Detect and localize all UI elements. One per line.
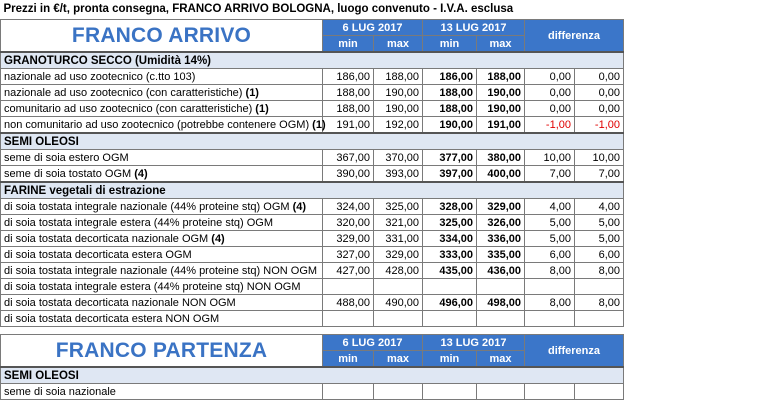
- min-curr-cell: 188,00: [423, 101, 477, 117]
- diff-max-cell: 10,00: [575, 150, 624, 166]
- max-prev-cell: 188,00: [374, 69, 423, 85]
- title-row: [1, 0, 769, 20]
- min-curr-cell: [423, 311, 477, 327]
- row-note: (1): [255, 102, 269, 115]
- franco-partenza-banner: FRANCO PARTENZA: [1, 335, 323, 368]
- max-curr-cell: 190,00: [477, 85, 525, 101]
- table-row: [1, 85, 769, 101]
- row-label-text: di soia tostata decorticata estera NON OGM: [4, 312, 220, 325]
- row-label: [1, 279, 323, 295]
- arrivo-max-1: max: [374, 36, 423, 53]
- row-label: [1, 247, 323, 263]
- table-row: [1, 199, 769, 215]
- row-label: [1, 311, 323, 327]
- row-label-text: di soia tostata decorticata nazionale NON OGM: [4, 296, 236, 309]
- min-prev-cell: 191,00: [323, 117, 374, 134]
- max-curr-cell: 436,00: [477, 263, 525, 279]
- table-row: [1, 231, 769, 247]
- min-curr-cell: 334,00: [423, 231, 477, 247]
- max-curr-cell: 190,00: [477, 101, 525, 117]
- row-note: (4): [292, 200, 307, 213]
- arrivo-diff-header: differenza: [525, 20, 624, 53]
- min-prev-cell: 327,00: [323, 247, 374, 263]
- min-prev-cell: [323, 279, 374, 295]
- min-prev-cell: 188,00: [323, 101, 374, 117]
- franco-arrivo-banner: FRANCO ARRIVO: [1, 20, 323, 53]
- diff-min-cell: 4,00: [525, 199, 575, 215]
- diff-max-cell: 0,00: [575, 85, 624, 101]
- diff-max-cell: 5,00: [575, 215, 624, 231]
- row-label: [1, 150, 323, 166]
- section-header-row: [1, 182, 769, 199]
- max-curr-cell: 498,00: [477, 295, 525, 311]
- max-prev-cell: 490,00: [374, 295, 423, 311]
- max-curr-cell: 335,00: [477, 247, 525, 263]
- max-prev-cell: 325,00: [374, 199, 423, 215]
- row-label: [1, 263, 323, 279]
- row-note: (4): [134, 167, 148, 180]
- table-row: [1, 101, 769, 117]
- diff-min-cell: 6,00: [525, 247, 575, 263]
- arrivo-date-2: 13 LUG 2017: [423, 20, 525, 36]
- max-prev-cell: 190,00: [374, 101, 423, 117]
- max-curr-cell: 188,00: [477, 69, 525, 85]
- row-label-text: nazionale ad uso zootecnico (c.tto 103): [4, 70, 196, 83]
- row-label: [1, 101, 323, 117]
- arrivo-max-2: max: [477, 36, 525, 53]
- diff-max-cell: 6,00: [575, 247, 624, 263]
- section-header-row: [1, 52, 769, 69]
- row-label: [1, 69, 323, 85]
- table-row: [1, 384, 769, 400]
- row-label-text: di soia tostata integrale nazionale (44% proteine stq) NON OGM: [4, 264, 318, 277]
- row-label-text: seme di soia estero OGM: [4, 151, 129, 164]
- min-curr-cell: 328,00: [423, 199, 477, 215]
- diff-min-cell: 0,00: [525, 69, 575, 85]
- partenza-min-2: min: [423, 351, 477, 368]
- min-prev-cell: 329,00: [323, 231, 374, 247]
- min-curr-cell: 190,00: [423, 117, 477, 134]
- section-header-row: [1, 133, 769, 150]
- min-curr-cell: 397,00: [423, 166, 477, 183]
- partenza-diff-header: differenza: [525, 335, 624, 368]
- max-prev-cell: [374, 311, 423, 327]
- row-label: seme di soia nazionale: [1, 384, 323, 400]
- max-prev-cell: 393,00: [374, 166, 423, 183]
- row-label-text: nazionale ad uso zootecnico (con caratteristiche): [4, 86, 246, 99]
- diff-max-cell: 4,00: [575, 199, 624, 215]
- diff-max-cell: [575, 279, 624, 295]
- section-title: FARINE vegetali di estrazione: [1, 182, 624, 199]
- max-curr-cell: 329,00: [477, 199, 525, 215]
- min-curr-cell: 435,00: [423, 263, 477, 279]
- diff-min-cell: 0,00: [525, 101, 575, 117]
- arrivo-header-row-1: [1, 20, 769, 36]
- max-prev-cell: 329,00: [374, 247, 423, 263]
- max-curr-cell: 336,00: [477, 231, 525, 247]
- row-note: (4): [211, 232, 225, 245]
- partenza-date-2: 13 LUG 2017: [423, 335, 525, 351]
- min-curr-cell: 188,00: [423, 85, 477, 101]
- row-label: [1, 295, 323, 311]
- min-prev-cell: 427,00: [323, 263, 374, 279]
- min-prev-cell: 320,00: [323, 215, 374, 231]
- partenza-min-1: min: [323, 351, 374, 368]
- diff-min-cell: 5,00: [525, 231, 575, 247]
- max-curr-cell: 380,00: [477, 150, 525, 166]
- row-note: (1): [245, 86, 259, 99]
- diff-min-cell: 5,00: [525, 215, 575, 231]
- min-curr-cell: 186,00: [423, 69, 477, 85]
- min-prev-cell: 390,00: [323, 166, 374, 183]
- min-curr-cell: 496,00: [423, 295, 477, 311]
- row-label-text: di soia tostata integrale estera (44% proteine stq) NON OGM: [4, 280, 301, 293]
- row-label: [1, 85, 323, 101]
- min-prev-cell: 186,00: [323, 69, 374, 85]
- diff-max-cell: 8,00: [575, 263, 624, 279]
- min-prev-cell: 324,00: [323, 199, 374, 215]
- row-label-text: comunitario ad uso zootecnico (con caratteristiche): [4, 102, 256, 115]
- max-prev-cell: 370,00: [374, 150, 423, 166]
- max-curr-cell: 400,00: [477, 166, 525, 183]
- max-prev-cell: 321,00: [374, 215, 423, 231]
- min-prev-cell: 188,00: [323, 85, 374, 101]
- diff-min-cell: [525, 311, 575, 327]
- diff-max-cell: 8,00: [575, 295, 624, 311]
- diff-min-cell: 8,00: [525, 295, 575, 311]
- row-label-text: di soia tostata integrale nazionale (44% proteine stq) OGM: [4, 200, 293, 213]
- diff-min-cell: 0,00: [525, 85, 575, 101]
- diff-max-cell: 0,00: [575, 101, 624, 117]
- partenza-max-1: max: [374, 351, 423, 368]
- diff-max-cell: [575, 311, 624, 327]
- max-prev-cell: 192,00: [374, 117, 423, 134]
- max-prev-cell: 190,00: [374, 85, 423, 101]
- diff-max-cell: 7,00: [575, 166, 624, 183]
- min-curr-cell: [423, 279, 477, 295]
- table-row: [1, 247, 769, 263]
- arrivo-min-2: min: [423, 36, 477, 53]
- row-label-text: di soia tostata decorticata nazionale OGM: [4, 232, 212, 245]
- max-curr-cell: [477, 311, 525, 327]
- table-row: [1, 295, 769, 311]
- row-note: (1): [312, 118, 326, 131]
- min-prev-cell: [323, 311, 374, 327]
- partenza-header-row-1: [1, 335, 769, 351]
- table-row: [1, 279, 769, 295]
- max-prev-cell: 331,00: [374, 231, 423, 247]
- row-label: [1, 215, 323, 231]
- row-label-text: non comunitario ad uso zootecnico (potrebbe contenere OGM): [4, 118, 313, 131]
- arrivo-min-1: min: [323, 36, 374, 53]
- section-title: SEMI OLEOSI: [1, 133, 624, 150]
- page-title: Prezzi in €/t, pronta consegna, FRANCO ARRIVO BOLOGNA, luogo convenuto - I.V.A. esclusa: [3, 3, 514, 15]
- partenza-section-row: [1, 367, 769, 384]
- row-label-text: seme di soia tostato OGM: [4, 167, 135, 180]
- max-prev-cell: 428,00: [374, 263, 423, 279]
- table-row: [1, 69, 769, 85]
- partenza-section-title: SEMI OLEOSI: [1, 367, 624, 384]
- diff-min-cell: -1,00: [525, 117, 575, 134]
- max-curr-cell: 191,00: [477, 117, 525, 134]
- table-row: [1, 117, 769, 134]
- row-label-text: di soia tostata decorticata estera OGM: [4, 248, 192, 261]
- table-row: [1, 311, 769, 327]
- table-row: [1, 150, 769, 166]
- diff-min-cell: [525, 279, 575, 295]
- partenza-max-2: max: [477, 351, 525, 368]
- partenza-date-1: 6 LUG 2017: [323, 335, 423, 351]
- row-label: [1, 117, 326, 134]
- max-curr-cell: [477, 279, 525, 295]
- diff-max-cell: 0,00: [575, 69, 624, 85]
- row-label: [1, 231, 323, 247]
- diff-max-cell: 5,00: [575, 231, 624, 247]
- diff-min-cell: 10,00: [525, 150, 575, 166]
- min-prev-cell: 367,00: [323, 150, 374, 166]
- max-curr-cell: 326,00: [477, 215, 525, 231]
- diff-max-cell: -1,00: [575, 117, 624, 134]
- diff-min-cell: 8,00: [525, 263, 575, 279]
- diff-min-cell: 7,00: [525, 166, 575, 183]
- arrivo-date-1: 6 LUG 2017: [323, 20, 423, 36]
- min-curr-cell: 333,00: [423, 247, 477, 263]
- row-label: [1, 199, 323, 215]
- table-row: [1, 263, 769, 279]
- section-title: GRANOTURCO SECCO (Umidità 14%): [1, 52, 624, 69]
- min-prev-cell: 488,00: [323, 295, 374, 311]
- row-label: [1, 166, 323, 183]
- min-curr-cell: 377,00: [423, 150, 477, 166]
- max-prev-cell: [374, 279, 423, 295]
- row-label-text: di soia tostata integrale estera (44% proteine stq) OGM: [4, 216, 274, 229]
- min-curr-cell: 325,00: [423, 215, 477, 231]
- table-row: [1, 166, 769, 183]
- table-row: [1, 215, 769, 231]
